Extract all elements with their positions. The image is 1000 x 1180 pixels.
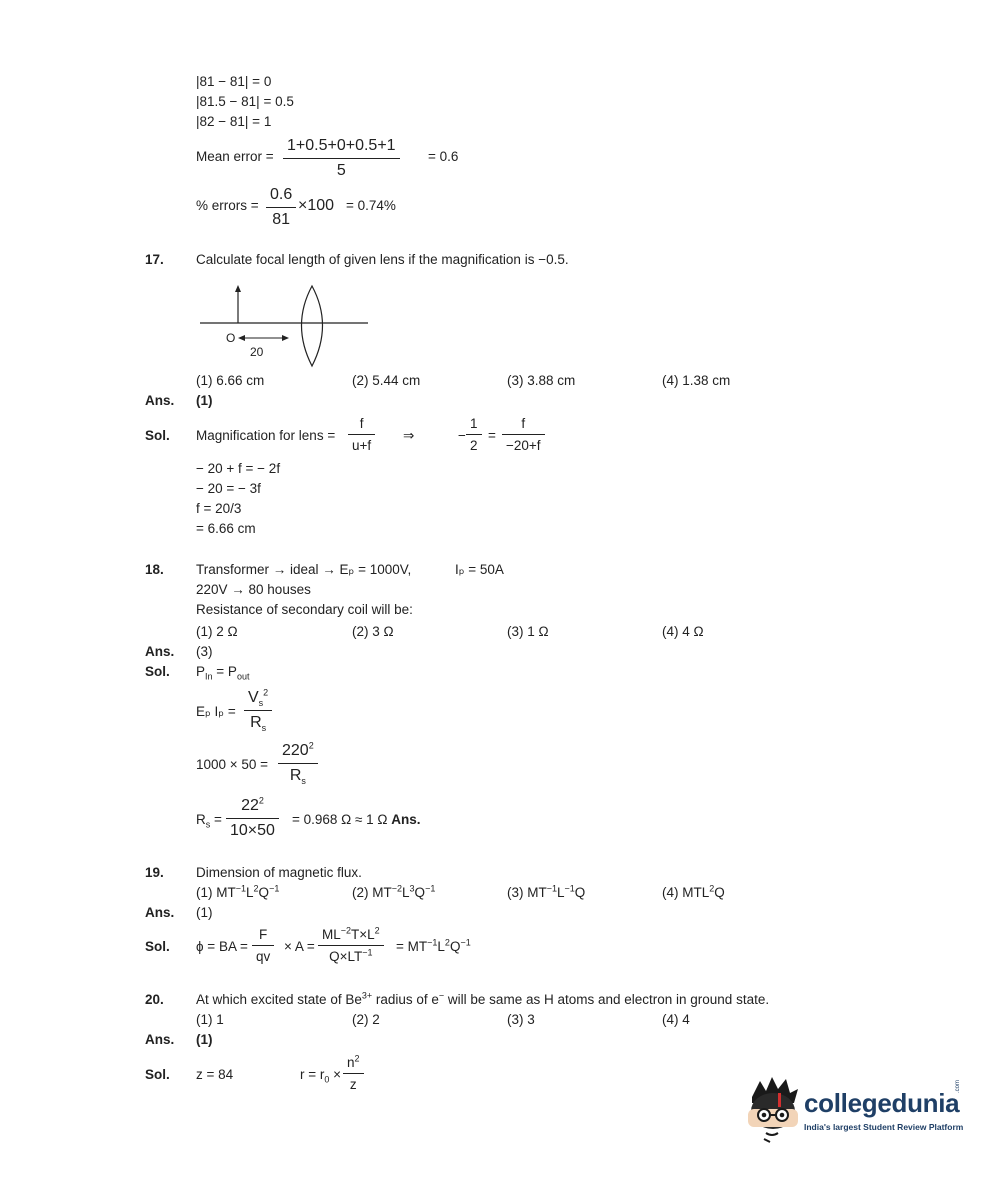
mascot-face-icon <box>742 1075 804 1143</box>
distance-label: 20 <box>250 345 264 359</box>
q17-step-2: − 20 = − 3f <box>196 481 261 496</box>
q17-frac2-den: 2 <box>470 438 478 453</box>
q18-eq3-num: $22^2$ <box>226 797 279 819</box>
percent-error-numerator: 0.6 <box>266 186 296 208</box>
q20-n-squared: $n^2$ <box>343 1055 364 1074</box>
p-in-symbol: P <box>196 664 206 679</box>
q18-power-fraction <box>244 689 272 732</box>
q17-frac3-num: f <box>502 416 545 435</box>
mean-error-numerator: 1+0.5+0+0.5+1 <box>283 137 400 159</box>
q20-text-c: will be same as H atoms and electron in ground state. <box>444 992 770 1007</box>
q17-option-3: (3) 3.88 cm <box>507 373 576 388</box>
question-20-text: At which excited state of $Be^{3+}$ radius of e− will be same as H atoms and electron in ground state. <box>196 990 770 1007</box>
q20-option-3: (3) 3 <box>507 1012 535 1027</box>
q17-option-4: (4) 1.38 cm <box>662 373 731 388</box>
object-arrow-head <box>235 285 241 292</box>
q17-frac2-num: 1 <box>466 416 482 435</box>
q18-eq3-fraction <box>226 797 279 840</box>
q19-ans-label: Ans. <box>145 905 175 920</box>
q17-option-2: (2) 5.44 cm <box>352 373 421 388</box>
q20-text-a: At which excited state of Be <box>196 992 362 1007</box>
object-label-o: O <box>226 331 236 345</box>
q17-step-1: − 20 + f = − 2f <box>196 461 281 476</box>
question-18-line-2: 220V → 80 houses <box>196 582 311 597</box>
q19-sol-start: ϕ = BA = <box>196 939 248 954</box>
q18-eq3-ans: Ans. <box>391 812 421 827</box>
q20-sol-label: Sol. <box>145 1067 170 1082</box>
q17-ans-label: Ans. <box>145 393 175 408</box>
question-18-line-3: Resistance of secondary coil will be: <box>196 602 413 617</box>
question-19-number: 19. <box>145 865 164 880</box>
convex-lens <box>302 286 323 366</box>
q19-dim-num: $ML^{-2}T\times L^2$ <box>318 927 384 946</box>
mean-error-denominator: 5 <box>336 162 346 179</box>
question-17-number: 17. <box>145 252 164 267</box>
mean-error-label: Mean error = <box>196 149 274 164</box>
q17-ans-value: (1) <box>196 393 213 408</box>
q18-eq3-num-value: 22 <box>241 797 259 814</box>
q17-equals: = <box>488 428 496 443</box>
mean-error-result: = 0.6 <box>428 149 459 164</box>
percent-error-multiplier: ×100 <box>298 197 335 214</box>
q18-eq2-num: $220^2$ <box>278 742 318 764</box>
q17-frac1-den: u+f <box>352 438 372 453</box>
lens-diagram <box>195 280 375 370</box>
q19-option-2: (2) $MT^{-2}L^3Q^{-1}$ <box>352 883 436 900</box>
q17-sol-text: Magnification for lens = <box>196 428 336 443</box>
q17-rhs-fraction <box>502 416 545 453</box>
q18-option-1: (1) 2 Ω <box>196 624 238 639</box>
q18-ans-value: (3) <box>196 644 213 659</box>
abs-diff-line-3: |82 − 81| = 1 <box>196 114 272 129</box>
q18-eq3-result-value: = 0.968 Ω ≈ 1 Ω <box>292 812 388 827</box>
q20-ans-value: (1) <box>196 1032 213 1047</box>
implies-arrow: ⇒ <box>403 428 415 443</box>
q20-r-eq: r = r <box>300 1067 325 1082</box>
mean-error-fraction <box>283 137 400 180</box>
q19-dim-den: $Q\times LT^{-1}$ <box>329 947 373 964</box>
q19-sol-label: Sol. <box>145 939 170 954</box>
q18-eq2-label: 1000 × 50 = <box>196 757 269 772</box>
percent-error-label: % errors = <box>196 198 259 213</box>
q18-eq3-den: 10×50 <box>230 822 275 839</box>
q18-option-2: (2) 3 Ω <box>352 624 394 639</box>
q17-magnification-fraction <box>348 416 375 453</box>
question-19-text: Dimension of magnetic flux. <box>196 865 362 880</box>
q19-option-3: (3) $MT^{-1}L^{-1}Q$ <box>507 883 586 900</box>
q18-eq2-den: $R_s$ <box>289 767 306 787</box>
q19-option-4: (4) MTL$^2$Q <box>662 883 725 900</box>
q18-eq2-num-value: 220 <box>282 742 309 759</box>
q18-option-4: (4) 4 Ω <box>662 624 704 639</box>
logo-wordmark: collegedunia <box>804 1088 960 1118</box>
q20-option-4: (4) 4 <box>662 1012 690 1027</box>
q18-eq3-result <box>292 813 421 828</box>
abs-diff-line-1: |81 − 81| = 0 <box>196 74 272 89</box>
q19-dimension-fraction <box>318 927 384 964</box>
q17-sol-label: Sol. <box>145 428 170 443</box>
q20-z-den: z <box>349 1077 357 1092</box>
q19-f-num: F <box>252 927 274 946</box>
q18-power-eq-label: Eₚ Iₚ = <box>196 704 236 719</box>
rs-symbol-3: R <box>196 812 206 827</box>
p-out-symbol: P <box>227 664 237 679</box>
q20-ans-label: Ans. <box>145 1032 175 1047</box>
q20-text-b: radius of e <box>372 992 439 1007</box>
abs-diff-line-2: |81.5 − 81| = 0.5 <box>196 94 294 109</box>
q20-radius-eq: $r = r_0$ × <box>300 1067 342 1085</box>
negative-sign: − <box>458 428 466 443</box>
logo-tagline: India's largest Student Review Platform <box>804 1122 964 1132</box>
logo-dotcom: .com <box>955 1079 961 1093</box>
q19-times-a: × A = <box>284 939 315 954</box>
q18-sol-label: Sol. <box>145 664 170 679</box>
q19-f-den: qv <box>256 949 271 964</box>
q20-z-value: z = 84 <box>196 1067 234 1082</box>
question-18-primary-current: Iₚ = 50A <box>455 562 504 577</box>
q20-option-1: (1) 1 <box>196 1012 224 1027</box>
pin-equals-pout: $P_{In} = P_{out}$ <box>196 664 250 682</box>
q20-n2-over-z <box>343 1055 364 1092</box>
q17-frac3-den: −20+f <box>506 438 541 453</box>
rs-symbol-1: R <box>250 714 262 731</box>
rs-symbol-2: R <box>289 767 302 784</box>
percent-error-result: = 0.74% <box>346 198 396 213</box>
q19-option-1: (1) $MT^{-1}L^2Q^{-1}$ <box>196 883 280 900</box>
q19-f-over-qv <box>252 927 274 964</box>
distance-arrow-right-head <box>282 335 289 341</box>
q17-frac1-num: f <box>348 416 375 435</box>
percent-error-fraction <box>266 186 296 229</box>
question-18-number: 18. <box>145 562 164 577</box>
collegedunia-logo[interactable] <box>742 1075 967 1150</box>
q18-option-3: (3) 1 Ω <box>507 624 549 639</box>
q19-ans-value: (1) <box>196 905 213 920</box>
q18-eq2-fraction <box>278 742 318 785</box>
question-17-text: Calculate focal length of given lens if the magnification is −0.5. <box>196 252 569 267</box>
distance-arrow-left-head <box>238 335 245 341</box>
q17-option-1: (1) 6.66 cm <box>196 373 265 388</box>
percent-error-denominator: 81 <box>272 211 291 228</box>
question-18-line-1: Transformer → ideal → Eₚ = 1000V, <box>196 562 412 577</box>
q20-option-2: (2) 2 <box>352 1012 380 1027</box>
q20-r-times: × <box>329 1067 342 1082</box>
question-20-number: 20. <box>145 992 164 1007</box>
q17-step-3: f = 20/3 <box>196 501 242 516</box>
rs-label: $R_s$ = <box>196 812 222 830</box>
q17-step-4: = 6.66 cm <box>196 521 256 536</box>
q17-half-fraction <box>466 416 482 453</box>
q19-result: = $MT^{-1}L^2Q^{-1}$ <box>396 937 471 954</box>
q18-ans-label: Ans. <box>145 644 175 659</box>
rs-denominator: $R_s$ <box>250 714 267 734</box>
vs-squared: $V_s^2$ <box>244 689 272 711</box>
